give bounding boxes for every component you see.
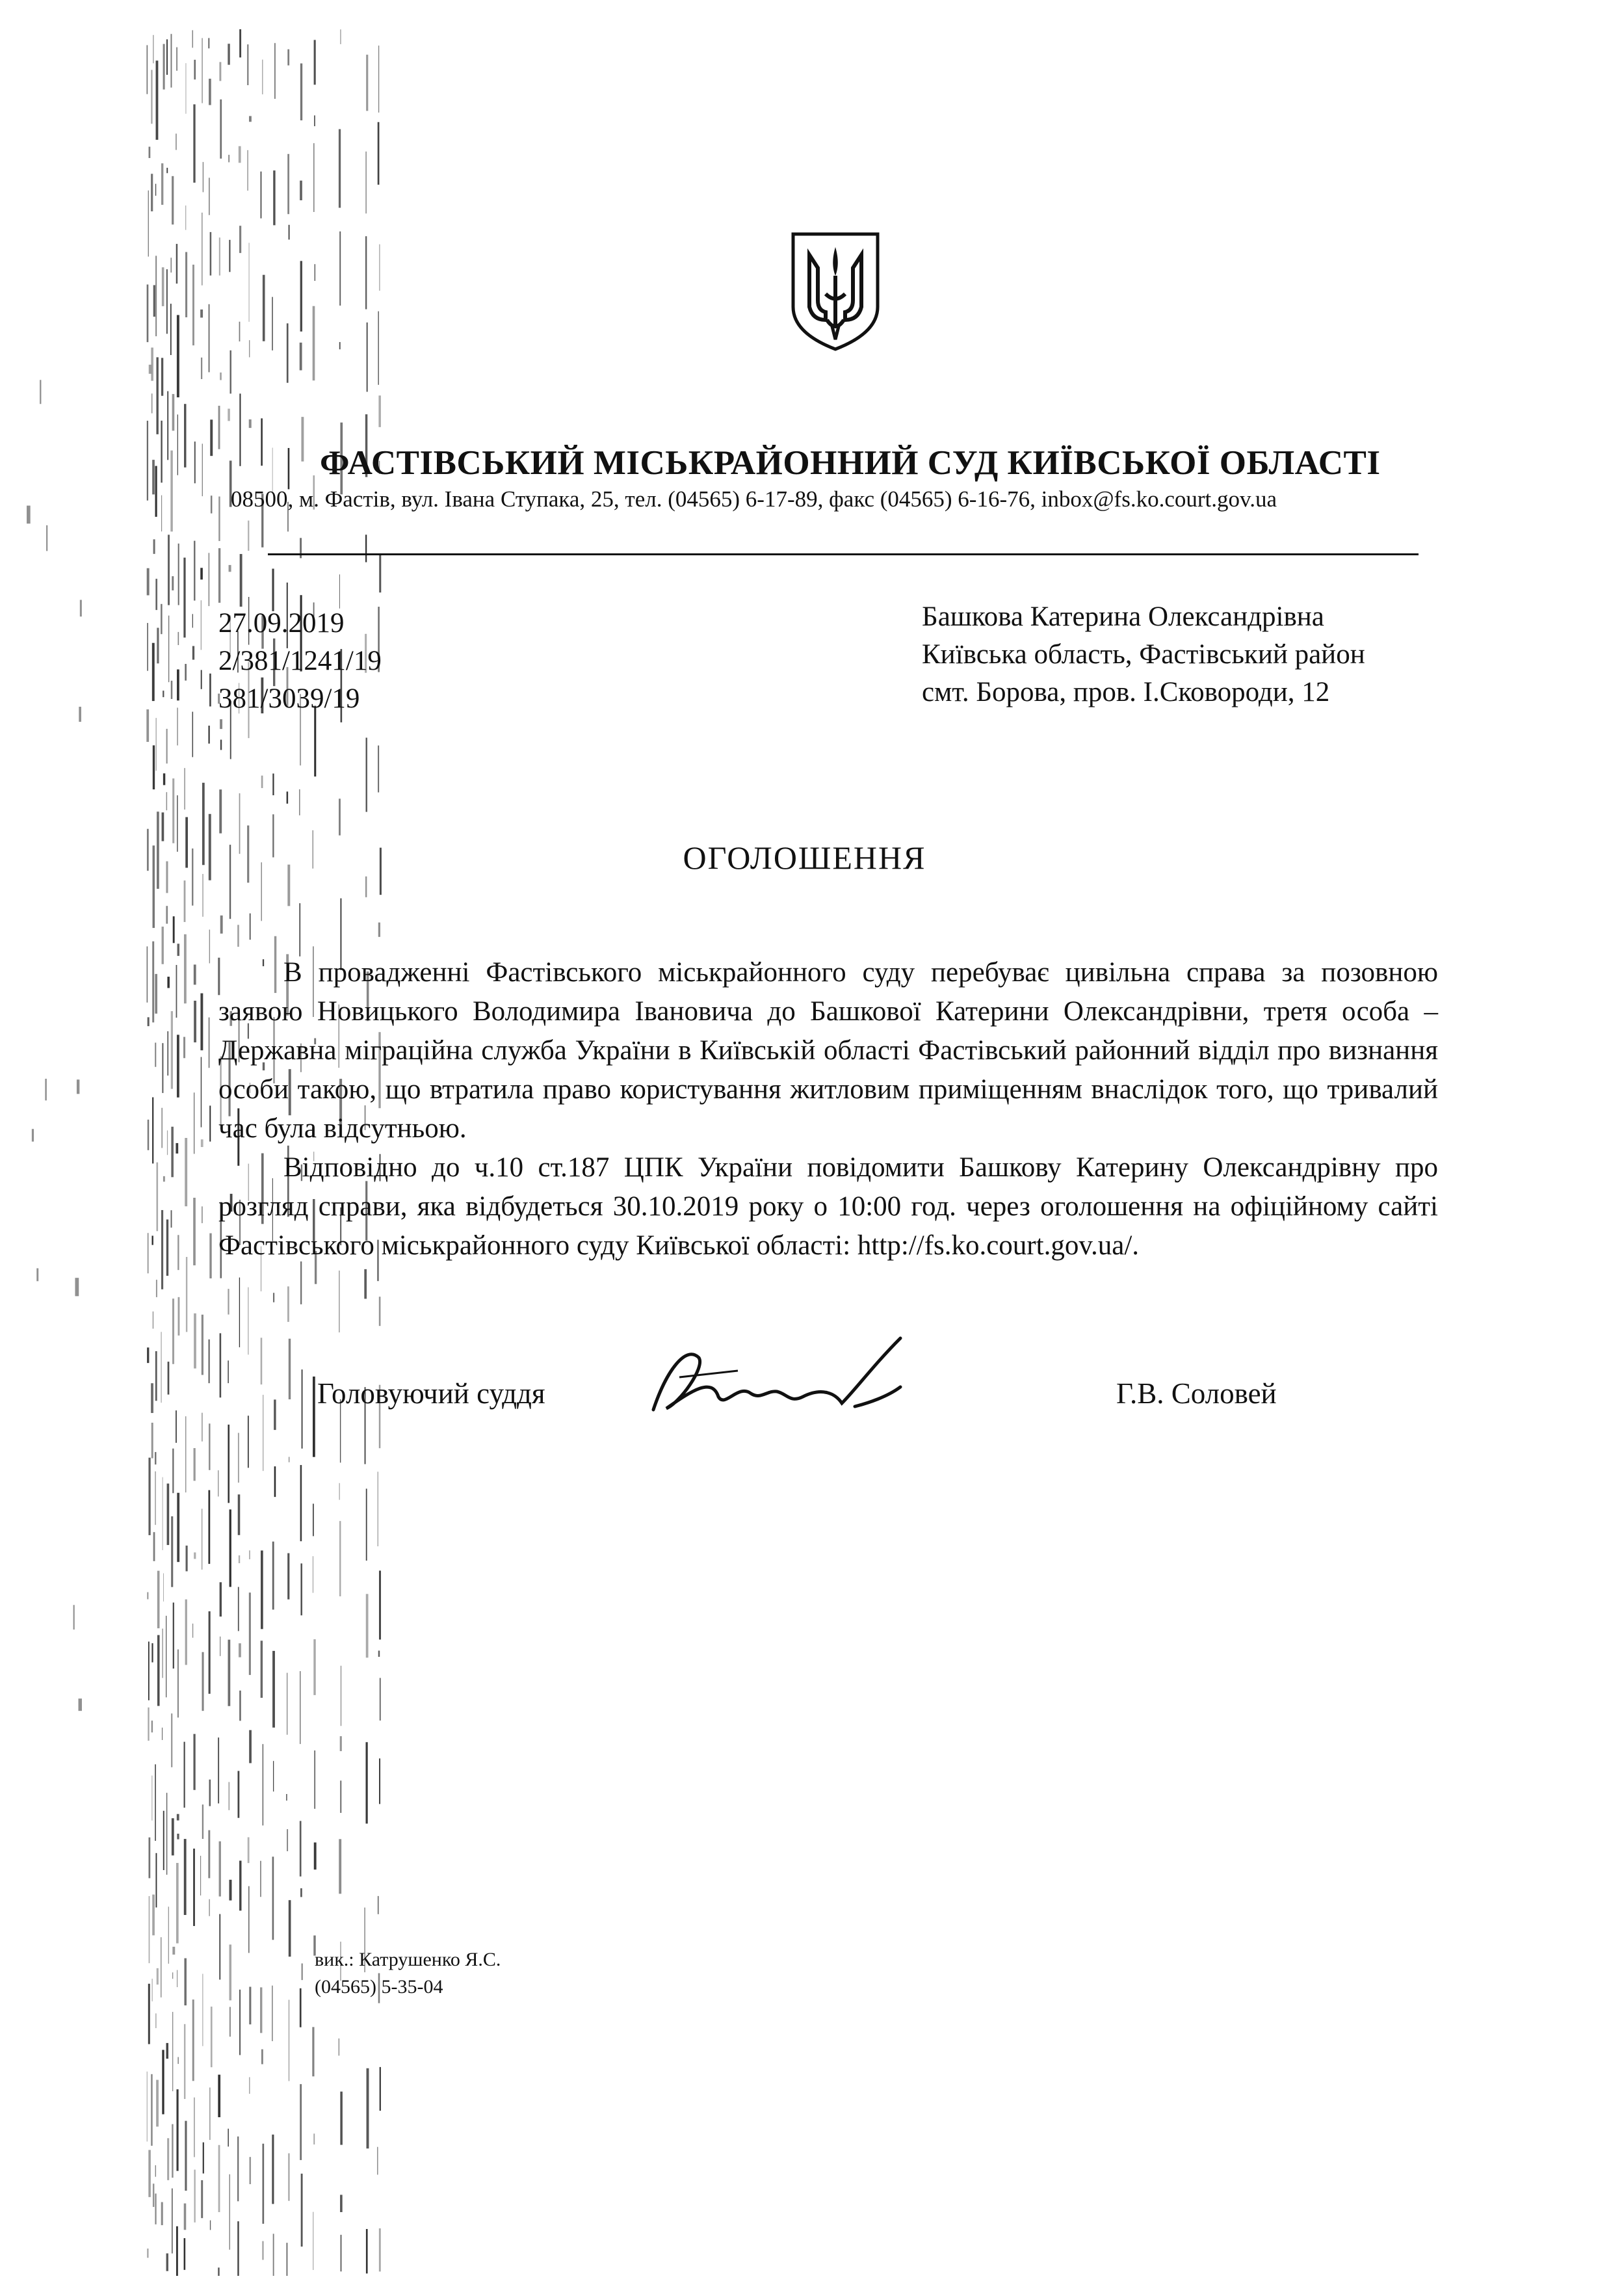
- handwritten-signature: [640, 1332, 913, 1429]
- coat-of-arms-icon: [787, 229, 884, 352]
- header-divider: [268, 553, 1419, 555]
- body-paragraph-2: Відповідно до ч.10 ст.187 ЦПК України повідомити Башкову Катерину Олександрівну про розгляд справи, яка відбудеться 30.10.2019 року о 10:00 год. через оголошення на офіційному сайті Фастівського міськрайонного суду Київської області: http://fs.ko.court.gov.ua/.: [218, 1152, 1438, 1261]
- document-body: [218, 953, 1438, 1265]
- body-paragraph-1: В провадженні Фастівського міськрайонного суду перебуває цивільна справа за позовною заявою Новицького Володимира Івановича до Башкової Катерини Олександрівни, третя особа – Державна міграційна служба України в Київській області Фастівський районний відділ про визнання особи такою, що втратила право користування житловим приміщенням внаслідок того, що тривалий час була відсутньою.: [218, 957, 1438, 1144]
- recipient-region: Київська область, Фастівський район: [922, 639, 1365, 670]
- signer-role: Головуючий суддя: [317, 1377, 545, 1410]
- executor-block: [315, 1946, 501, 2001]
- recipient-block: [922, 598, 1365, 711]
- executor-name: вик.: Катрушенко Я.С.: [315, 1949, 501, 1970]
- document-meta: [218, 605, 382, 718]
- recipient-name: Башкова Катерина Олександрівна: [922, 601, 1324, 632]
- signer-name: Г.В. Соловей: [1116, 1377, 1277, 1410]
- recipient-address: смт. Борова, пров. І.Сковороди, 12: [922, 677, 1330, 707]
- document-title: ОГОЛОШЕННЯ: [683, 839, 926, 876]
- case-number: 2/381/1241/19: [218, 646, 382, 676]
- court-name: ФАСТІВСЬКИЙ МІСЬКРАЙОННИЙ СУД КИЇВСЬКОЇ ОБЛАСТІ: [320, 444, 1381, 482]
- court-address: 08500, м. Фастів, вул. Івана Ступака, 25, тел. (04565) 6-17-89, факс (04565) 6-16-76, inbox@fs.ko.court.gov.ua: [231, 486, 1277, 512]
- outgoing-number: 381/3039/19: [218, 683, 360, 714]
- executor-phone: (04565) 5-35-04: [315, 1976, 443, 1998]
- document-date: 27.09.2019: [218, 608, 345, 639]
